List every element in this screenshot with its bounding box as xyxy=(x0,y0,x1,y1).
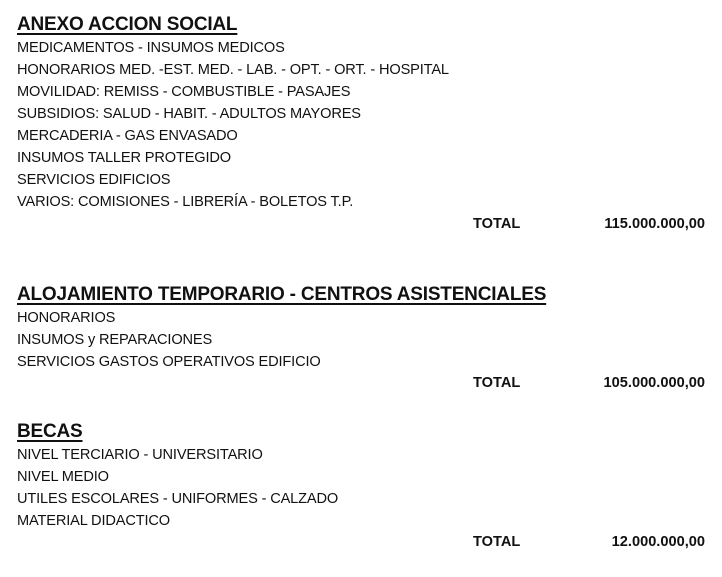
list-item: HONORARIOS MED. -EST. MED. - LAB. - OPT. - ORT. - HOSPITAL xyxy=(17,62,449,78)
list-item: MATERIAL DIDACTICO xyxy=(17,513,170,529)
total-row xyxy=(17,531,707,553)
total-row xyxy=(17,372,707,394)
total-value: 115.000.000,00 xyxy=(604,216,705,232)
total-label: TOTAL xyxy=(473,216,521,232)
total-label: TOTAL xyxy=(473,534,521,550)
section-anexo-accion-social xyxy=(17,13,707,232)
list-item: NIVEL TERCIARIO - UNIVERSITARIO xyxy=(17,447,263,463)
section-alojamiento-temporario xyxy=(17,283,707,391)
total-value: 105.000.000,00 xyxy=(603,375,705,391)
list-item: VARIOS: COMISIONES - LIBRERÍA - BOLETOS T.P. xyxy=(17,194,354,210)
list-item: SUBSIDIOS: SALUD - HABIT. - ADULTOS MAYORES xyxy=(17,106,361,122)
section-heading: BECAS xyxy=(17,421,83,442)
list-item: INSUMOS y REPARACIONES xyxy=(17,332,213,348)
list-item: SERVICIOS EDIFICIOS xyxy=(17,172,171,188)
total-value: 12.000.000,00 xyxy=(611,534,705,550)
list-item: SERVICIOS GASTOS OPERATIVOS EDIFICIO xyxy=(17,354,321,370)
list-item: HONORARIOS xyxy=(17,310,116,326)
list-item: MOVILIDAD: REMISS - COMBUSTIBLE - PASAJES xyxy=(17,84,351,100)
section-heading: ANEXO ACCION SOCIAL xyxy=(17,14,238,35)
total-row xyxy=(17,213,707,235)
list-item: NIVEL MEDIO xyxy=(17,469,109,485)
list-item: UTILES ESCOLARES - UNIFORMES - CALZADO xyxy=(17,491,339,507)
list-item: INSUMOS TALLER PROTEGIDO xyxy=(17,150,231,166)
list-item: MEDICAMENTOS - INSUMOS MEDICOS xyxy=(17,40,285,56)
section-heading: ALOJAMIENTO TEMPORARIO - CENTROS ASISTENCIALES xyxy=(17,284,547,305)
total-label: TOTAL xyxy=(473,375,521,391)
list-item: MERCADERIA - GAS ENVASADO xyxy=(17,128,238,144)
section-becas xyxy=(17,420,707,550)
